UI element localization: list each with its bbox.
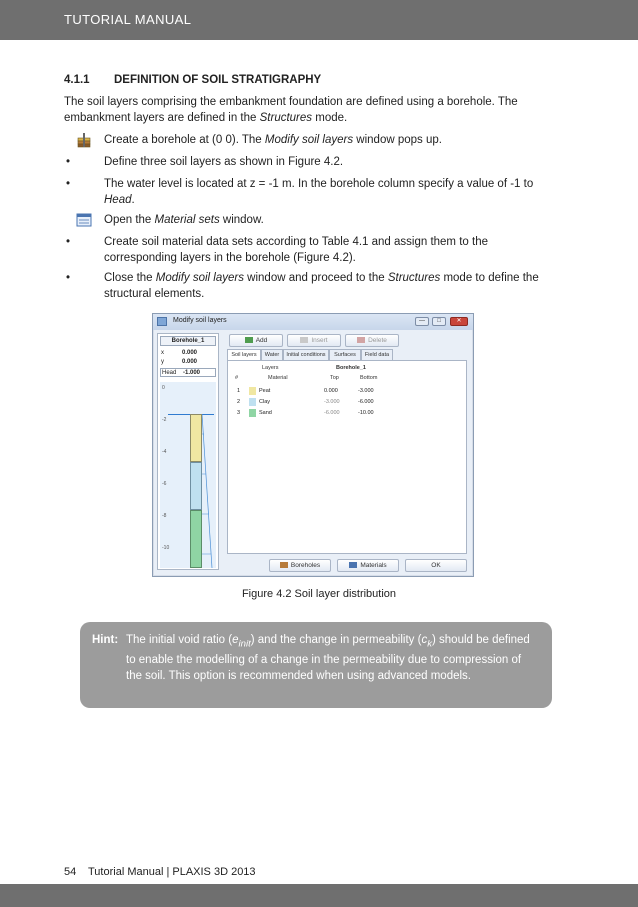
intro-text-1: The soil layers comprising the embankment foundation are defined using a borehole. The embankment layers are defined in the [64,96,518,124]
table-row[interactable]: 2 Clay -3.000 -6.000 [237,399,374,405]
ok-button[interactable]: OK [405,559,467,572]
tab-field-data[interactable]: Field data [361,349,393,360]
depth-tick: -4 [162,449,167,455]
tab-initial-conditions[interactable]: Initial conditions [283,349,329,360]
materials-icon [349,562,357,568]
step-text: Create a borehole at (0 0). The Modify soil layers window pops up. [104,134,442,146]
minimize-button[interactable]: — [415,317,429,326]
close-button[interactable]: ✕ [450,317,468,326]
insert-icon [300,337,308,343]
footer-bar [0,884,638,907]
window-titlebar [153,314,473,330]
layers-table [227,360,467,554]
borehole-name-field[interactable]: Borehole_1 [160,336,216,346]
footer [64,866,256,878]
bullet: • [66,156,71,168]
maximize-button[interactable]: □ [432,317,446,326]
layer-clay[interactable] [190,462,202,510]
column-header: Bottom [360,375,378,381]
coord-x: x 0.000 [161,350,198,356]
step-text: Open the Material sets window. [104,214,264,226]
coord-y: y 0.000 [161,359,198,365]
depth-tick: -8 [162,513,167,519]
depth-tick: 0 [162,385,165,391]
modify-soil-layers-window [152,313,474,577]
bullet: • [66,236,71,248]
step-text: Close the Modify soil layers window and proceed to the Structures mode to define the structural elements. [104,272,539,300]
step-text: Define three soil layers as shown in Figure 4.2. [104,156,344,168]
page-number: 54 [64,866,77,878]
column-header: Top [330,375,339,381]
section-title: DEFINITION OF SOIL STRATIGRAPHY [114,74,322,86]
bullet: • [66,178,71,190]
delete-icon [357,337,365,343]
boreholes-icon [280,562,288,568]
step-text: The water level is located at z = -1 m. In the borehole column specify a value of -1 to Head. [104,178,534,206]
tab-surfaces[interactable]: Surfaces [329,349,361,360]
borehole-icon [76,132,92,148]
section-number: 4.1.1 [64,74,90,86]
borehole-panel [157,333,219,570]
depth-tick: -6 [162,481,167,487]
tab-water[interactable]: Water [261,349,283,360]
material-swatch [249,398,256,406]
tab-soil-layers[interactable]: Soil layers [227,349,261,361]
materials-button[interactable]: Materials [337,559,399,572]
material-swatch [249,387,256,395]
depth-tick: -2 [162,417,167,423]
header-bar [0,0,638,40]
column-header: Material [268,375,288,381]
window-title: Modify soil layers [173,317,227,324]
header-title: TUTORIAL MANUAL [64,12,192,27]
table-row[interactable]: 1 Peat 0.000 -3.000 [237,388,374,394]
hint-box [80,622,552,708]
column-header: # [235,375,239,381]
delete-button[interactable]: Delete [345,334,399,347]
footer-text: Tutorial Manual | PLAXIS 3D 2013 [88,866,256,878]
figure-caption: Figure 4.2 Soil layer distribution [241,588,397,600]
intro-text-2: mode. [312,112,348,124]
boreholes-button[interactable]: Boreholes [269,559,331,572]
window-icon [157,317,167,326]
head-profile [202,414,214,568]
layer-sand[interactable] [190,510,202,568]
borehole-column [160,382,216,568]
material-swatch [249,409,256,417]
add-icon [245,337,253,343]
bullet: • [66,272,71,284]
insert-button[interactable]: Insert [287,334,341,347]
table-group-header: Layers [262,365,279,371]
table-group-header: Borehole_1 [336,365,366,371]
hint-text: The initial void ratio $(e_{init})$ and the change in permeability $(c_k)$ should be defined to enable the modelling of a change in the permeability due to compression of the soil. This option is recommended when using advanced models. [126,634,530,683]
section-heading [64,74,321,86]
head-field[interactable]: Head -1.000 [160,368,216,377]
depth-tick: -10 [162,545,170,551]
material-sets-icon [76,212,92,228]
layer-peat[interactable] [190,414,202,462]
intro-paragraph [64,94,560,126]
hint-label: Hint: [92,634,119,646]
table-row[interactable]: 3 Sand -6.000 -10.00 [237,410,374,416]
step-text: Create soil material data sets according to Table 4.1 and assign them to the corresponding layers in the borehole (Figure 4.2). [104,236,488,264]
add-button[interactable]: Add [229,334,283,347]
intro-mode: Structures [259,112,313,124]
